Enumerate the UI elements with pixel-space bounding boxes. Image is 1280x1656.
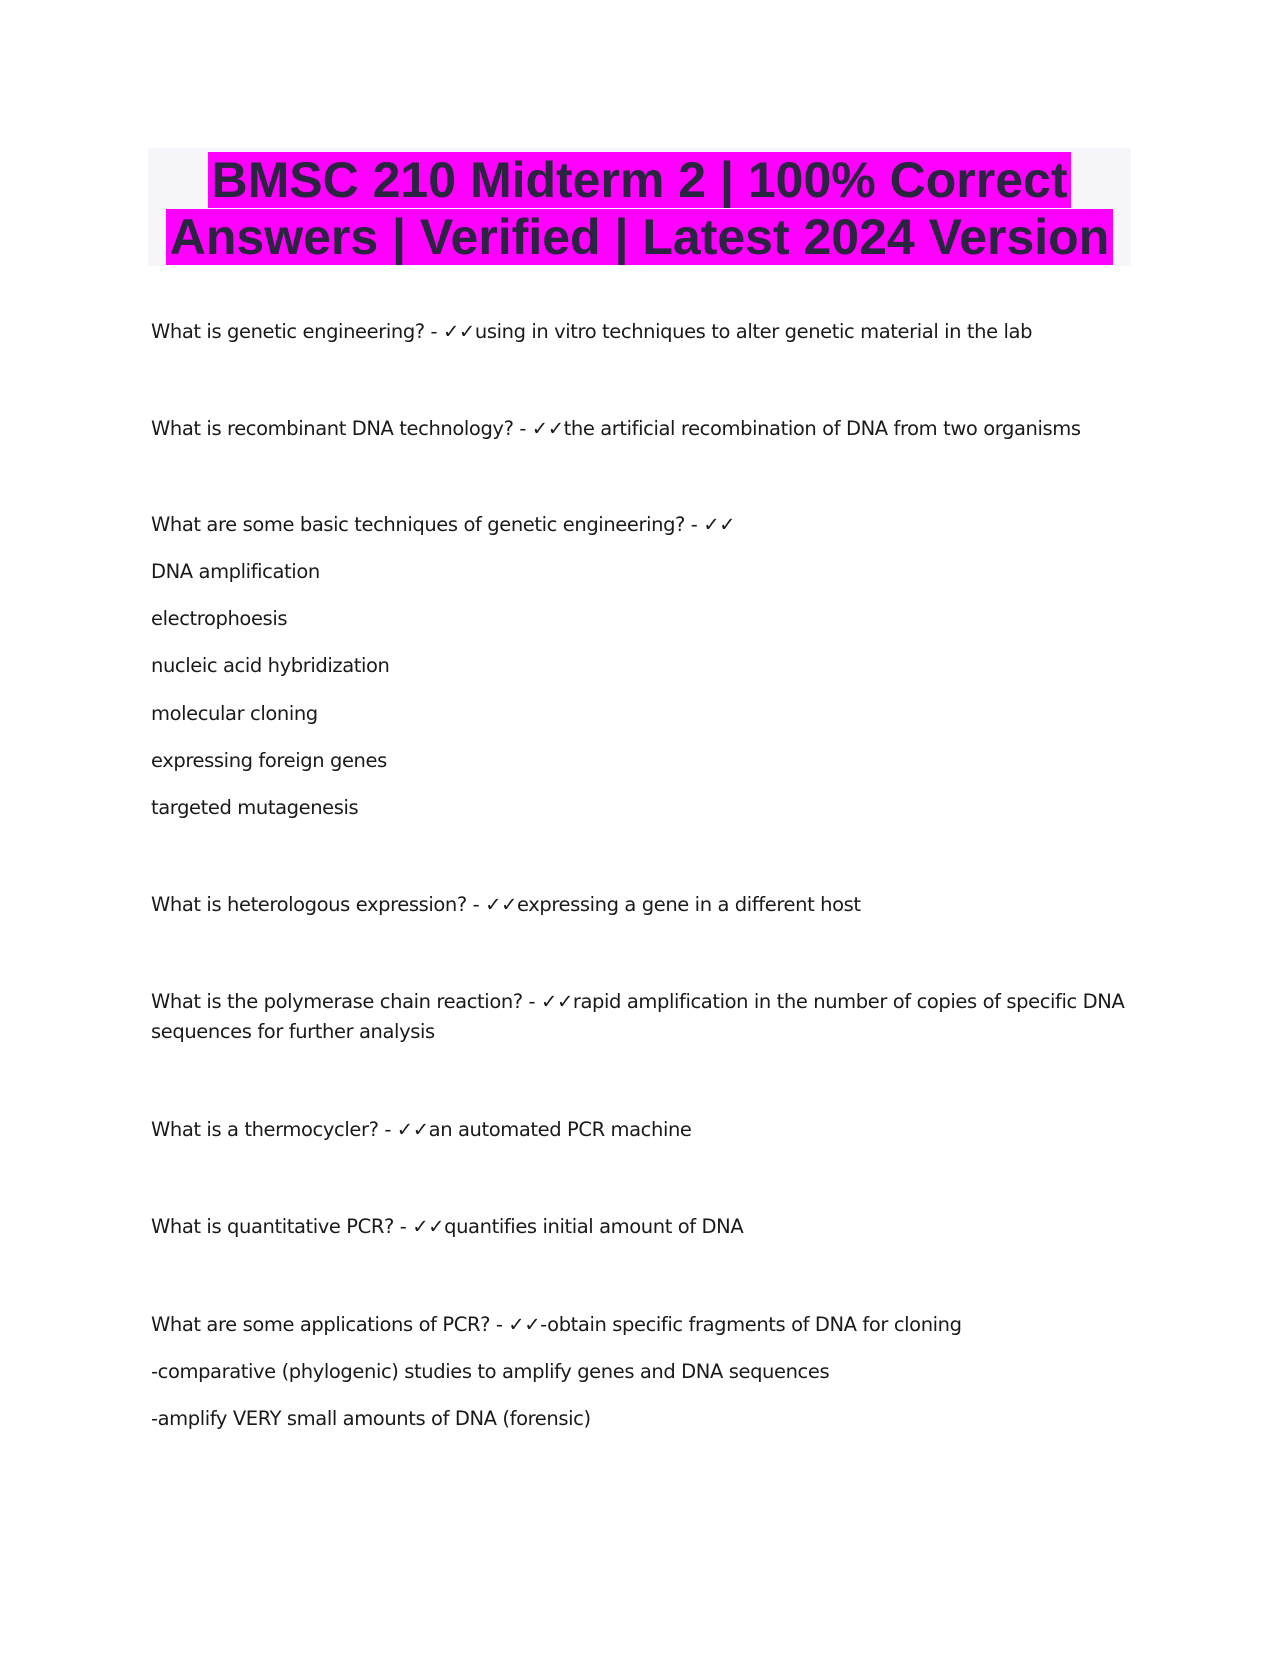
checkmark-icon: ✓✓ <box>541 990 573 1013</box>
qa-entry-genetic-engineering <box>151 317 1136 347</box>
list-item: nucleic acid hybridization <box>151 654 390 677</box>
question-text: What is recombinant DNA technology? - <box>151 417 532 440</box>
document-title-line-2: Answers | Verified | Latest 2024 Version <box>166 209 1114 265</box>
question-text: What is a thermocycler? - <box>151 1118 397 1141</box>
answer-text: -obtain specific fragments of DNA for cloning <box>540 1313 962 1336</box>
qa-entry-recombinant-dna <box>151 414 1136 444</box>
qa-entry-thermocycler <box>151 1115 1136 1145</box>
checkmark-icon: ✓✓ <box>396 1118 429 1141</box>
checkmark-icon: ✓✓ <box>485 893 517 916</box>
list-item: electrophoesis <box>151 607 288 630</box>
qa-entry-heterologous-expression <box>151 890 1136 920</box>
checkmark-icon: ✓✓ <box>508 1313 541 1336</box>
checkmark-icon: ✓✓ <box>412 1215 445 1238</box>
question-text: What is the polymerase chain reaction? - <box>151 990 541 1013</box>
qa-entry-quantitative-pcr <box>151 1212 1136 1242</box>
answer-text: using in vitro techniques to alter genetic material in the lab <box>474 320 1033 343</box>
checkmark-icon: ✓✓ <box>531 417 564 440</box>
document-title-line-1: BMSC 210 Midterm 2 | 100% Correct <box>208 152 1072 208</box>
qa-entry-basic-techniques <box>151 510 1136 540</box>
question-text: What is heterologous expression? - <box>151 893 486 916</box>
checkmark-icon: ✓✓ <box>442 320 475 343</box>
answer-text: rapid amplification in the number of copies of specific DNA sequences for further analysis <box>151 990 1125 1043</box>
list-item: molecular cloning <box>151 702 318 725</box>
list-item: expressing foreign genes <box>151 749 387 772</box>
qa-entry-pcr-applications <box>151 1310 1136 1340</box>
question-text: What is genetic engineering? - <box>151 320 443 343</box>
document-title-block <box>148 148 1131 266</box>
checkmark-icon: ✓✓ <box>703 513 736 536</box>
list-item: DNA amplification <box>151 560 320 583</box>
list-item: -comparative (phylogenic) studies to amplify genes and DNA sequences <box>151 1360 830 1383</box>
question-text: What is quantitative PCR? - <box>151 1215 413 1238</box>
list-item: -amplify VERY small amounts of DNA (forensic) <box>151 1407 591 1430</box>
question-text: What are some basic techniques of genetic engineering? - <box>151 513 704 536</box>
answer-text: the artificial recombination of DNA from two organisms <box>563 417 1081 440</box>
list-item: targeted mutagenesis <box>151 796 359 819</box>
answer-text: expressing a gene in a different host <box>516 893 861 916</box>
answer-text: an automated PCR machine <box>428 1118 692 1141</box>
answer-text: quantifies initial amount of DNA <box>444 1215 744 1238</box>
question-text: What are some applications of PCR? - <box>151 1313 509 1336</box>
qa-entry-pcr <box>151 987 1136 1047</box>
